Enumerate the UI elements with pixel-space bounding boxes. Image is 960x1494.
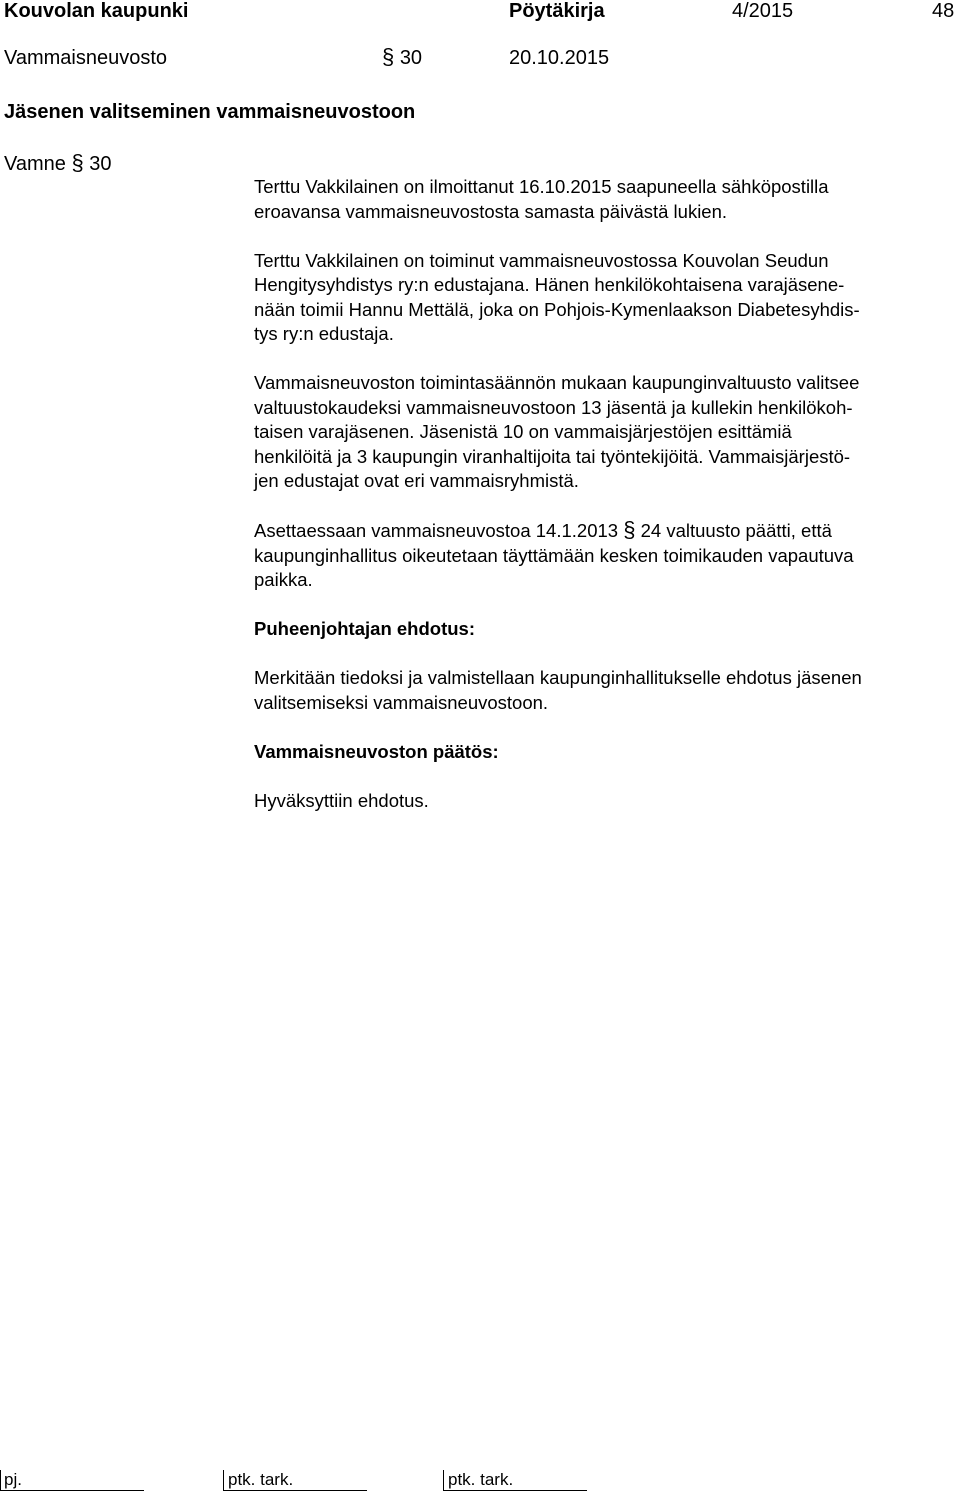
signature-line-checker-2 (443, 1490, 587, 1491)
case-label: Vamne (4, 153, 66, 175)
header-section (382, 46, 422, 69)
paragraph-representation: Terttu Vakkilainen on toiminut vammaisneuvostossa Kouvolan Seudun Hengitysyhdistys ry:n edustajana. Hänen henkilökohtaisena varajäsene- nään toimii Hannu Mettälä, joka on Pohjois-Kymenlaakson Diabetesyhdis- tys ry:n edustaja. (254, 249, 860, 344)
decision-heading: Vammaisneuvoston päätös: (254, 740, 499, 762)
section-number: 30 (399, 47, 423, 69)
body-name: Vammaisneuvosto (4, 47, 168, 69)
proposal-heading: Puheenjohtajan ehdotus: (254, 618, 475, 639)
page-number: 48 (932, 0, 955, 22)
signature-chair: pj. (4, 1470, 22, 1489)
meeting-date: 20.10.2015 (509, 47, 610, 69)
organization-name: Kouvolan kaupunki (4, 0, 189, 22)
document-number: 4/2015 (732, 0, 794, 22)
paragraph-resignation: Terttu Vakkilainen on ilmoittanut 16.10.2015 saapuneella sähköpostilla eroavansa vammaisneuvostosta samasta päivästä lukien. (254, 176, 829, 222)
signature-divider (0, 1470, 1, 1491)
document-type: Pöytäkirja (509, 0, 605, 22)
appointment-text-end: 24 valtuusto päätti, että kaupunginhallitus oikeutetaan täyttämään kesken toimikauden vapautuva paikka. (254, 520, 854, 590)
signature-minutes-checker-2: ptk. tark. (448, 1470, 514, 1489)
signature-divider (223, 1470, 224, 1491)
proposal-text: Merkitään tiedoksi ja valmistellaan kaupunginhallitukselle ehdotus jäsenen valitsemiseksi vammaisneuvostoon. (254, 667, 862, 713)
signature-line-checker-1 (223, 1490, 367, 1491)
body-text (254, 175, 954, 813)
case-number: 30 (89, 153, 112, 175)
appointment-text-start: Asettaessaan vammaisneuvostoa 14.1.2013 (254, 520, 624, 541)
section-sign: § (71, 150, 84, 175)
section-sign: § (382, 44, 395, 69)
section-sign: § (623, 517, 636, 542)
page-title: Jäsenen valitseminen vammaisneuvostoon (4, 101, 416, 123)
signature-divider (443, 1470, 444, 1491)
decision-text: Hyväksyttiin ehdotus. (254, 789, 429, 811)
paragraph-appointment (254, 518, 954, 593)
paragraph-rules: Vammaisneuvoston toimintasäännön mukaan kaupunginvaltuusto valitsee valtuustokaudeksi vammaisneuvostoon 13 jäsentä ja kullekin henkilökoh- taisen varajäsenen. Jäsenistä 10 on vammaisjärjestöjen esittämiä henkilöitä ja 3 kaupungin viranhaltijoita tai työntekijöitä. Vammaisjärjestö- jen edustajat ovat eri vammaisryhmistä. (254, 372, 860, 491)
case-reference (4, 152, 112, 175)
signature-line-chair (0, 1490, 144, 1491)
signature-minutes-checker-1: ptk. tark. (228, 1470, 294, 1489)
